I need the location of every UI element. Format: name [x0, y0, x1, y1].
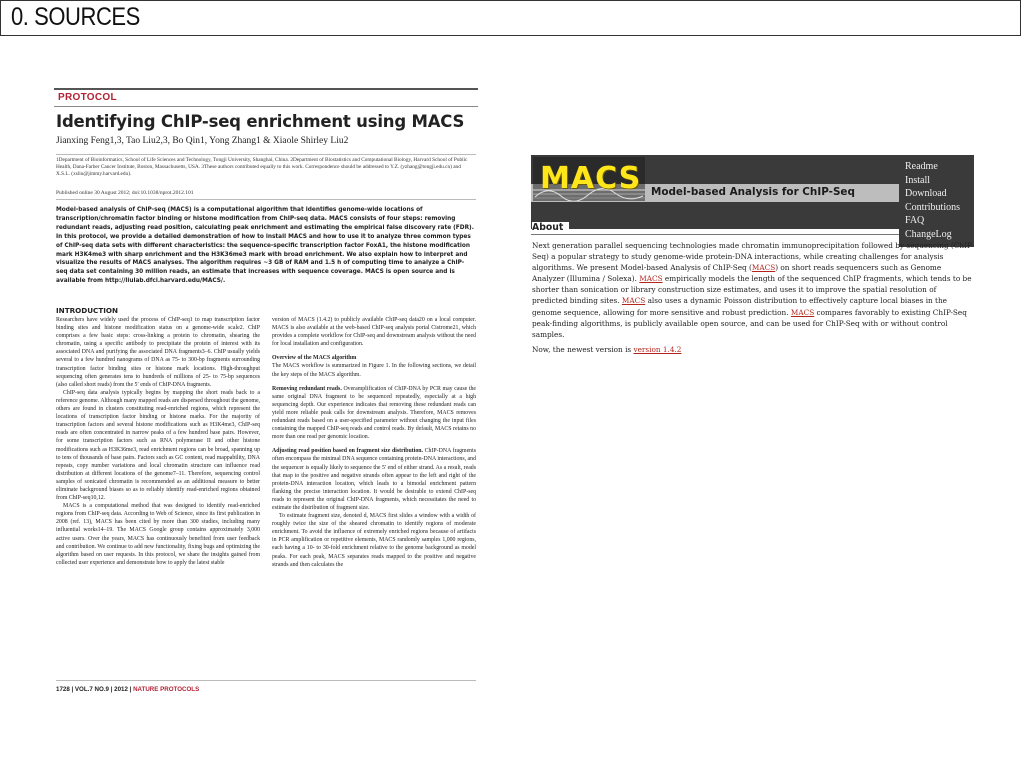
- site-tagline: Model-based Analysis for ChIP-Seq: [651, 186, 855, 198]
- overview-text: The MACS workflow is summarized in Figure 1. In the following sections, we detail the key steps of the MACS algorithm.: [272, 363, 476, 378]
- protocol-kicker: PROTOCOL: [58, 92, 117, 103]
- slide-title-bar: [0, 0, 1021, 36]
- left-paragraph: Researchers have widely used the process of ChIP-seq1 to map transcription factor binding sites and histone modification status on a genome-wide scale2. ChIP comprises a few basic steps: cross-linking a protein to chromatin, shearing the chromatin, using a specific antibody to precipitate the protein of interest with its associated DNA and purifying the associated DNA fragments3–6. ChIP usually yields several to a few hundred nanograms of DNA as 75- to 300-bp fragments surrounding transcription factor binding sites or histone mark locations. High-throughput sequencing often generates tens to hundreds of millions of 25- to 75-bp sequences (also called short reads) from the 5′ ends of ChIP-DNA fragments.: [56, 317, 260, 388]
- slide-title: 0. SOURCES: [11, 3, 140, 31]
- macs-logo[interactable]: [533, 157, 645, 201]
- version-link[interactable]: version 1.4.2: [633, 345, 682, 354]
- intro-heading: INTRODUCTION: [56, 306, 119, 315]
- paper-title: Identifying ChIP-seq enrichment using MACS: [56, 112, 465, 131]
- nav-install[interactable]: Install: [905, 174, 930, 186]
- macs-link[interactable]: MACS: [790, 307, 815, 317]
- footer-rule: [56, 680, 476, 681]
- about-heading: About: [532, 222, 569, 233]
- left-paragraph: ChIP-seq data analysis typically begins by mapping the short reads back to a reference genome. Although many mapped reads are dispersed throughout the genome, others are found in clusters constituting read-enriched regions, which represent the locations of transcription factor binding or histone marks. For the majority of transcription factors and several histone modifications such as H3K4me3, ChIP-seq reads are often concentrated in narrow peaks of a few hundred base pairs. However, for some transcription factors such as RNA polymerase II and other histone modifications such as H3K36me3, read enrichment regions can be broad, spanning up to tens of thousands of base pairs. Factors such as GC content, read mappability, DNA repeats, copy number variations and local chromatin structure can influence read distribution at different locations of the genome7–11. Therefore, sequencing control samples of sonicated chromatin is recommended as an additional measure to better eliminate background biases so as to reliably identify read-enriched regions obtained from ChIP-seq10,12.: [56, 389, 260, 502]
- adjust-heading: Adjusting read position based on fragment size distribution.: [272, 448, 423, 455]
- nav-contributions[interactable]: Contributions: [905, 201, 961, 213]
- footer-journal: NATURE PROTOCOLS: [133, 686, 200, 693]
- site-nav: [899, 155, 974, 247]
- top-rule: [54, 88, 478, 90]
- adjust-paragraph: [272, 447, 476, 512]
- macs-website: [531, 155, 974, 354]
- macs-link[interactable]: MACS: [639, 274, 663, 284]
- right-column: [272, 316, 476, 569]
- paper-published: Published online 30 August 2012; doi:10.1038/nprot.2012.101: [56, 190, 194, 196]
- redundant-heading: Removing redundant reads.: [272, 385, 342, 392]
- about-rule: [531, 234, 899, 235]
- right-paragraph: version of MACS (1.4.2) to publicly available ChIP-seq data20 on a local computer. MACS is also available at the web-based ChIP-seq analysis portal Cistrome21, which provides a complete workflow for ChIP-seq and downstream analysis without the need for local installation and configuration.: [272, 317, 476, 348]
- nav-faq[interactable]: FAQ: [905, 215, 925, 226]
- paper-page: [54, 88, 478, 700]
- nav-readme[interactable]: Readme: [905, 161, 938, 172]
- macs-link[interactable]: MACS: [621, 296, 646, 306]
- nav-changelog[interactable]: ChangeLog: [905, 228, 952, 240]
- logo-text: MACS: [540, 161, 642, 196]
- affiliation-rule: [56, 154, 476, 155]
- about-text: Next generation parallel sequencing technologies made chromatin immunoprecipitation followed by sequencing (ChIP-Seq) a popular strategy to study genome-wide protein-DNA interactions, while creating challenges for analysis algorithms. We present Model-based Analysis of ChIP-Seq (MACS) on short reads sequencers such as Genome Analyzer (Illumina / Solexa). MACS empirically models the length of the sequenced ChIP fragments, which tends to be shorter than sonication or library construction size estimates, and uses it to improve the spatial resolution of predicted binding sites. MACS also uses a dynamic Poisson distribution to effectively capture local biases in the genome sequence, allowing for more sensitive and robust prediction. MACS compares favorably to existing ChIP-Seq peak-finding algorithms, is publicly available open source, and can be used for ChIP-Seq with or without control samples.: [532, 241, 974, 339]
- left-column: [56, 316, 260, 567]
- newest-version-text: Now, the newest version is version 1.4.2: [532, 345, 682, 354]
- estimate-paragraph: To estimate fragment size, denoted d, MACS first slides a window with a width of roughly twice the size of the sheared chromatin to identify regions of moderate enrichment. To avoid the influence of extremely enriched regions because of artifacts in PCR amplification or repetitive elements, MACS randomly samples 1,000 regions, each having a 10- to 30-fold enrichment relative to the genome background as model peaks. For each peak, MACS separates reads mapped to the positive and negative strands and then calculates the: [272, 513, 476, 568]
- nav-download[interactable]: Download: [905, 188, 947, 199]
- paper-authors: Jianxing Feng1,3, Tao Liu2,3, Bo Qin1, Yong Zhang1 & Xiaole Shirley Liu2: [56, 136, 349, 146]
- kicker-rule: [54, 106, 478, 107]
- left-paragraph: MACS is a computational method that was designed to identify read-enriched regions from ChIP-seq data. According to Web of Science, since its first publication in 2008 (ref. 13), MACS has been cited by more than 300 studies, including many influential works14–19. The MACS Google group contains approximately 3,000 active users. Over the years, MACS has continuously benefited from user feedback and contribution. We continue to add new functionality, fixing bugs and optimizing the algorithm based on user requests. In this protocol, we share the insights gained from collected user experience and demonstrate how to apply the latest stable: [56, 503, 260, 566]
- paper-affiliations: 1Department of Bioinformatics, School of Life Sciences and Technology, Tongji University, Shanghai, China. 2Department of Biostatistics and Computational Biology, Harvard School of Public Health, Dana-Farber Cancer Institute, Boston, Massachusetts, USA. 3These authors contributed equally to this work. Correspondence should be addressed to Y.Z. (yzhang@tongji.edu.cn) and X.S.L. (xsliu@jimmy.harvard.edu).: [56, 157, 468, 177]
- overview-heading: Overview of the MACS algorithm: [272, 355, 357, 362]
- paper-footer: [56, 686, 199, 693]
- paper-abstract: Model-based analysis of ChIP-seq (MACS) is a computational algorithm that identifies genome-wide locations of transcription/chromatin factor binding or histone modification from ChIP-seq data. MACS consists of four steps: removing redundant reads, adjusting read position, calculating peak enrichment and estimating the empirical false discovery rate (FDR). In this protocol, we provide a detailed demonstration of how to install MACS and how to use it to analyze three common types of ChIP-seq data sets with different characteristics: the sequence-specific transcription factor FoxA1, the histone modification mark H3K4me3 with sharp enrichment and the H3K36me3 mark with broad enrichment. We also explain how to interpret and visualize the results of MACS analyses. The algorithm requires ~3 GB of RAM and 1.5 h of computing time to analyze a ChIP-seq data set containing 30 million reads, an estimate that increases with sequence coverage. MACS is open source and is available from http://liulab.dfci.harvard.edu/MACS/.: [56, 207, 474, 285]
- published-rule: [56, 199, 476, 200]
- footer-page-info: 1728 | VOL.7 NO.9 | 2012 |: [56, 686, 134, 693]
- redundant-paragraph: [272, 385, 476, 442]
- redundant-text: Overamplification of ChIP-DNA by PCR may cause the same original DNA fragment to be sequenced repeatedly, especially at a high sequencing depth. Our experience indicates that removing these redundant reads can yield more reliable peak calls for downstream analysis. Therefore, MACS removes redundant reads based on a user-specified parameter without changing the input files containing the mapped ChIP-seq reads and control reads. By default, MACS retains no more than one read per genomic location.: [272, 385, 476, 441]
- macs-link[interactable]: MACS: [751, 263, 776, 273]
- adjust-text: ChIP-DNA fragments often encompass the minimal DNA sequence containing protein-DNA interactions, and the sequencer is equally likely to sequence the 5′ end of either strand. As a result, reads that map to the positive and negative strands often appear to the left and right of the protein-DNA interaction location, which leads to a bimodal enrichment pattern flanking the precise interaction location. It would be desirable to extend ChIP-seq reads to represent the original ChIP-DNA fragments, which necessitates the need to estimate the distribution of fragment size.: [272, 448, 476, 511]
